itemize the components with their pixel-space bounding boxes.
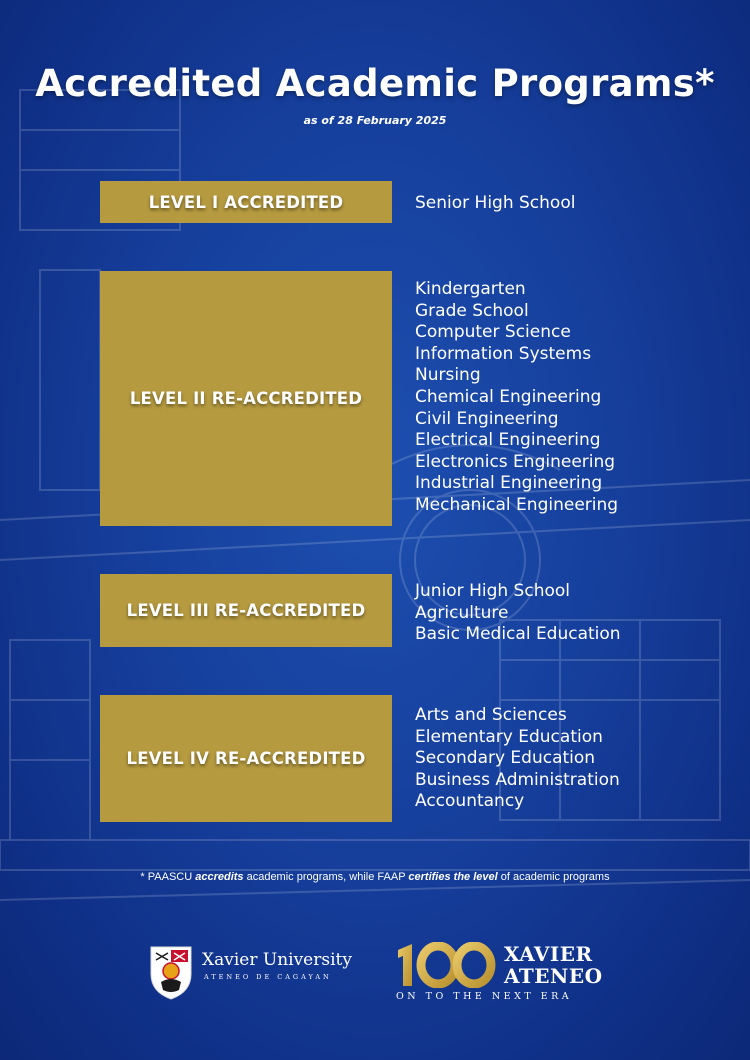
program-item: Secondary Education — [415, 748, 596, 769]
level-1-badge — [100, 181, 392, 223]
footnote-emphasis-certifies: certifies the level — [408, 871, 498, 883]
level-4-badge — [100, 695, 392, 822]
program-item: Civil Engineering — [415, 408, 559, 429]
program-item: Junior High School — [415, 581, 570, 601]
level-3-badge — [100, 574, 392, 647]
centennial-100-mark — [394, 942, 499, 988]
program-item: Accountancy — [415, 791, 525, 812]
program-item: Elementary Education — [415, 726, 603, 747]
program-item: Electrical Engineering — [415, 430, 601, 451]
program-item: Agriculture — [415, 602, 509, 623]
program-item: Basic Medical Education — [415, 624, 621, 645]
centennial-logo — [394, 942, 624, 1004]
program-item: Computer Science — [415, 322, 571, 343]
level-3-program-list — [415, 581, 735, 646]
xavier-university-logo — [148, 944, 368, 1002]
level-4-program-list — [415, 705, 735, 813]
footnote-emphasis-accredits: accredits — [195, 871, 244, 883]
program-item: Mechanical Engineering — [415, 494, 619, 515]
page-title: Accredited Academic Programs* — [35, 62, 715, 105]
level-1-program-list — [415, 193, 735, 215]
footnote — [0, 871, 750, 883]
page-subtitle: as of 28 February 2025 — [303, 114, 447, 127]
program-item: Senior High School — [415, 193, 576, 213]
level-2-badge — [100, 271, 392, 526]
centennial-tagline: ON TO THE NEXT ERA — [396, 991, 573, 1002]
program-item: Chemical Engineering — [415, 386, 602, 407]
footnote-prefix: * PAASCU — [140, 871, 196, 883]
centennial-line1: XAVIER — [504, 942, 593, 966]
program-item: Information Systems — [415, 343, 592, 364]
footnote-suffix: of academic programs — [497, 871, 610, 883]
centennial-line2: ATENEO — [504, 964, 603, 988]
university-crest-icon — [148, 944, 194, 1000]
level-3-label: LEVEL III RE-ACCREDITED — [126, 601, 366, 620]
program-item: Business Administration — [415, 769, 620, 790]
xu-name: Xavier University — [202, 950, 352, 970]
xu-subtitle: ATENEO DE CAGAYAN — [204, 973, 332, 981]
level-1-label: LEVEL I ACCREDITED — [148, 192, 344, 212]
program-item: Electronics Engineering — [415, 451, 616, 472]
program-item: Arts and Sciences — [415, 705, 567, 725]
level-2-program-list — [415, 279, 735, 517]
program-item: Nursing — [415, 365, 481, 386]
level-4-label: LEVEL IV RE-ACCREDITED — [126, 749, 366, 768]
level-2-label: LEVEL II RE-ACCREDITED — [129, 389, 363, 408]
footnote-middle: academic programs, while FAAP — [243, 871, 409, 883]
program-item: Industrial Engineering — [415, 473, 603, 494]
program-item: Grade School — [415, 300, 529, 321]
program-item: Kindergarten — [415, 279, 526, 299]
